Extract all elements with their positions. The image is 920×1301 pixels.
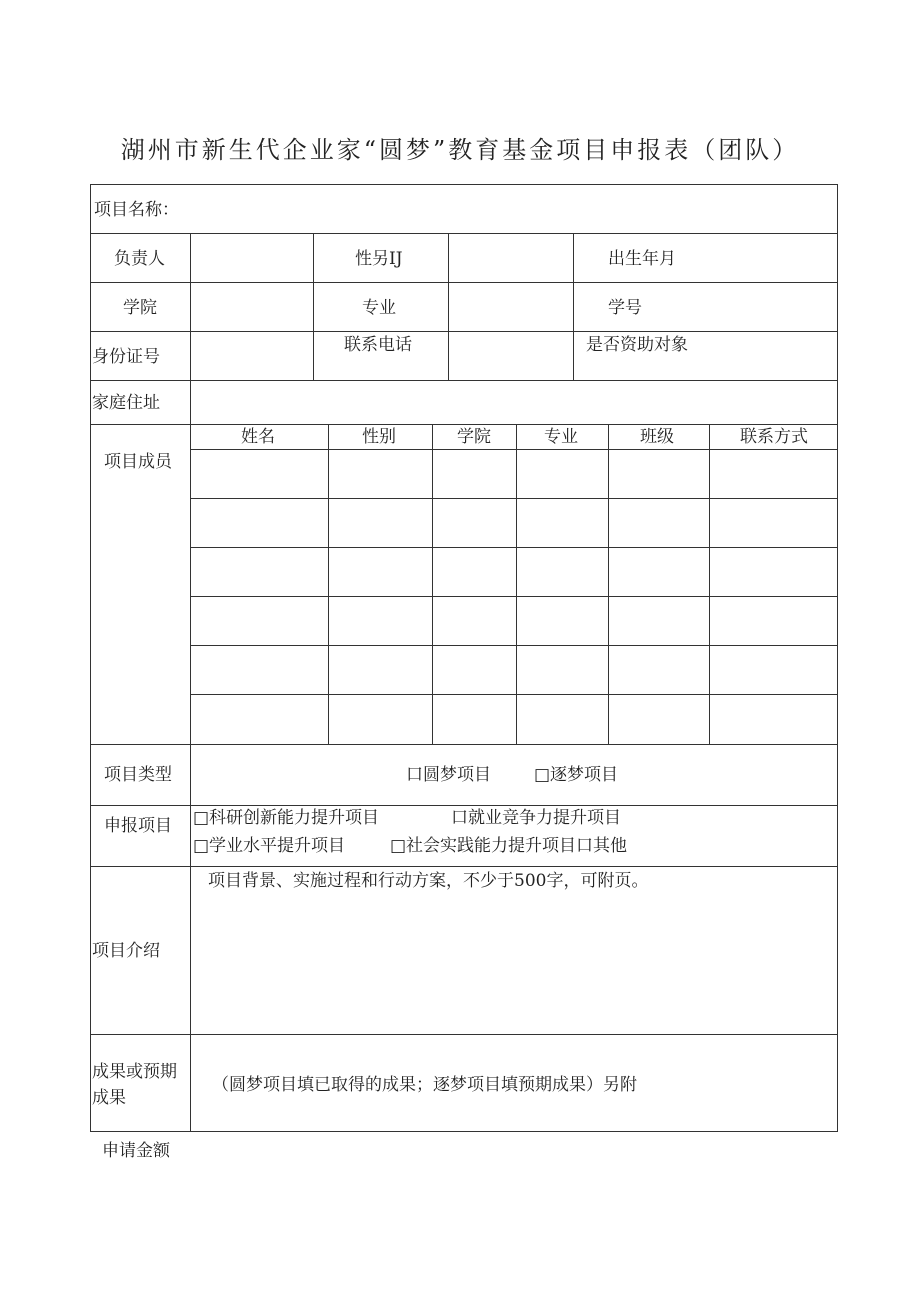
project-type-label: 项目类型 <box>104 765 172 785</box>
intro-field[interactable] <box>191 895 836 1033</box>
address-field[interactable] <box>191 381 836 423</box>
row-divider <box>90 866 838 867</box>
project-name-label: 项目名称： <box>94 200 179 220</box>
member-row[interactable] <box>191 450 837 498</box>
form-title: 湖州市新生代企业家“圆梦”教育基金项目申报表（团队） <box>120 136 800 164</box>
row-divider <box>90 424 838 425</box>
birth-field[interactable] <box>690 234 836 281</box>
member-header-major: 专业 <box>544 427 578 447</box>
id-card-field[interactable] <box>191 332 312 379</box>
member-row[interactable] <box>191 646 837 694</box>
apply-item-label: 申报项目 <box>104 816 172 836</box>
member-header-contact: 联系方式 <box>740 427 808 447</box>
phone-field[interactable] <box>449 332 572 379</box>
gender-field[interactable] <box>449 234 572 281</box>
intro-hint: 项目背景、实施过程和行动方案，不少于500字，可附页。 <box>208 871 649 891</box>
student-id-label: 学号 <box>608 298 642 318</box>
member-header-class: 班级 <box>640 427 674 447</box>
major-field[interactable] <box>449 283 572 330</box>
leader-field[interactable] <box>191 234 312 281</box>
members-label: 项目成员 <box>104 452 172 472</box>
row-divider <box>90 805 838 806</box>
intro-label: 项目介绍 <box>92 941 160 961</box>
aid-label: 是否资助对象 <box>586 335 688 355</box>
result-hint: （圆梦项目填已取得的成果；逐梦项目填预期成果）另附 <box>212 1075 637 1095</box>
major-label: 专业 <box>362 298 396 318</box>
address-label: 家庭住址 <box>92 393 160 413</box>
row-divider <box>90 1034 838 1035</box>
member-row[interactable] <box>191 499 837 547</box>
apply-option-social-practice[interactable]: □社会实践能力提升项目口其他 <box>390 836 628 856</box>
project-type-option-zhumeng[interactable]: □逐梦项目 <box>534 765 619 785</box>
birth-label: 出生年月 <box>608 249 676 269</box>
college-label: 学院 <box>123 298 157 318</box>
project-type-option-yuanmeng[interactable]: 口圆梦项目 <box>406 765 491 785</box>
college-field[interactable] <box>191 283 312 330</box>
column-divider <box>573 233 574 380</box>
member-header-name: 姓名 <box>241 427 275 447</box>
amount-label: 申请金额 <box>102 1141 170 1161</box>
leader-label: 负责人 <box>114 249 165 269</box>
gender-label: 性另IJ <box>355 249 403 269</box>
result-label-line2: 成果 <box>92 1088 126 1108</box>
student-id-field[interactable] <box>660 283 836 330</box>
member-row[interactable] <box>191 695 837 743</box>
row-divider <box>90 744 838 745</box>
apply-option-research[interactable]: □科研创新能力提升项目 <box>193 808 380 828</box>
phone-label: 联系电话 <box>344 335 412 355</box>
member-header-college: 学院 <box>457 427 491 447</box>
aid-field[interactable] <box>700 332 836 379</box>
result-label-line1: 成果或预期 <box>92 1062 177 1082</box>
member-row[interactable] <box>191 548 837 596</box>
member-header-gender: 性别 <box>362 427 396 447</box>
id-card-label: 身份证号 <box>92 347 160 367</box>
project-name-field[interactable] <box>180 186 836 232</box>
column-divider <box>313 233 314 380</box>
apply-option-employment[interactable]: 口就业竞争力提升项目 <box>451 808 621 828</box>
member-row[interactable] <box>191 597 837 645</box>
apply-option-academic[interactable]: □学业水平提升项目 <box>193 836 346 856</box>
